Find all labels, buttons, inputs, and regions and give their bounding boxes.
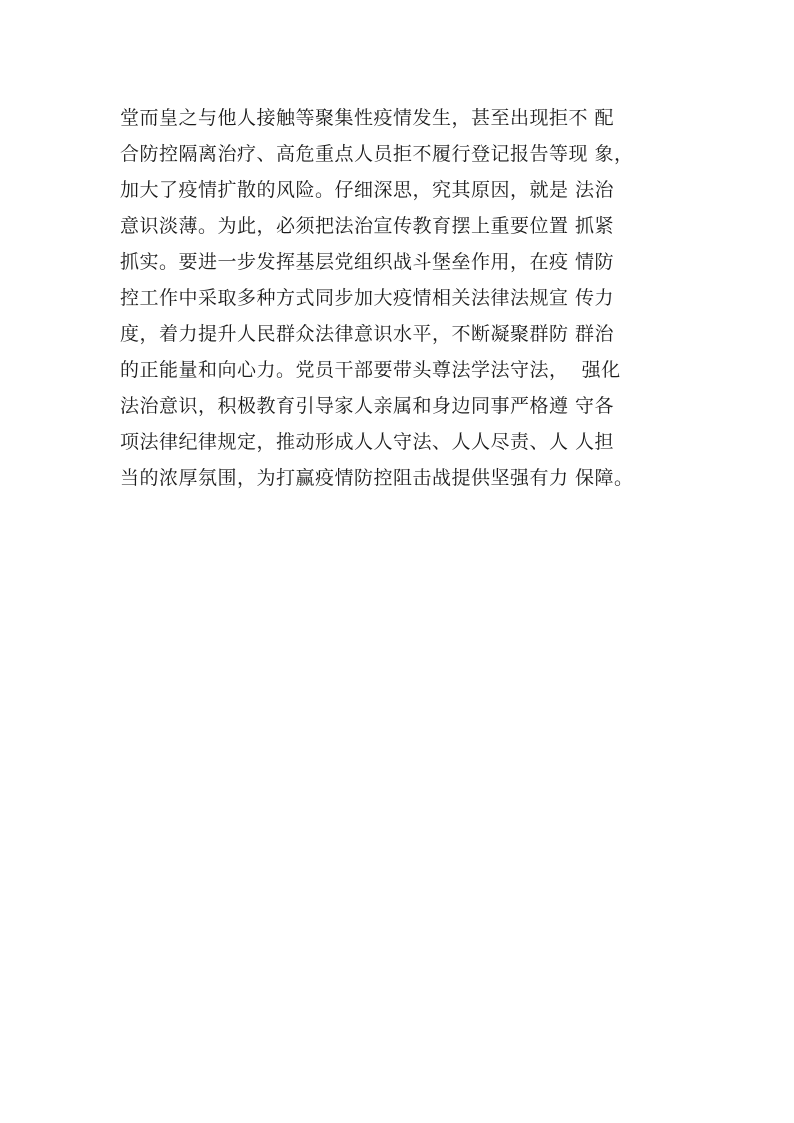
body-paragraph [120,100,700,496]
text-line: 度，着力提升人民群众法律意识水平，不断凝聚群防 群治 [120,323,615,345]
text-line: 法治意识，积极教育引导家人亲属和身边同事严格遵 守各 [120,395,615,417]
text-line: 合防控隔离治疗、高危重点人员拒不履行登记报告等现 象， [120,143,634,165]
text-line: 当的浓厚氛围，为打赢疫情防控阻击战提供坚强有力 保障。 [120,467,634,489]
text-line: 意识淡薄。为此，必须把法治宣传教育摆上重要位置 抓紧 [120,215,615,237]
text-line: 控工作中采取多种方式同步加大疫情相关法律法规宣 传力 [120,287,615,309]
text-line: 的正能量和向心力。党员干部要带头尊法学法守法， 强化 [120,359,621,381]
text-line: 加大了疫情扩散的风险。仔细深思，究其原因，就是 法治 [120,179,615,201]
text-line: 抓实。要进一步发挥基层党组织战斗堡垒作用，在疫 情防 [120,251,615,273]
text-line: 堂而皇之与他人接触等聚集性疫情发生，甚至出现拒不 配 [120,107,615,129]
text-line: 项法律纪律规定，推动形成人人守法、人人尽责、人 人担 [120,431,615,453]
